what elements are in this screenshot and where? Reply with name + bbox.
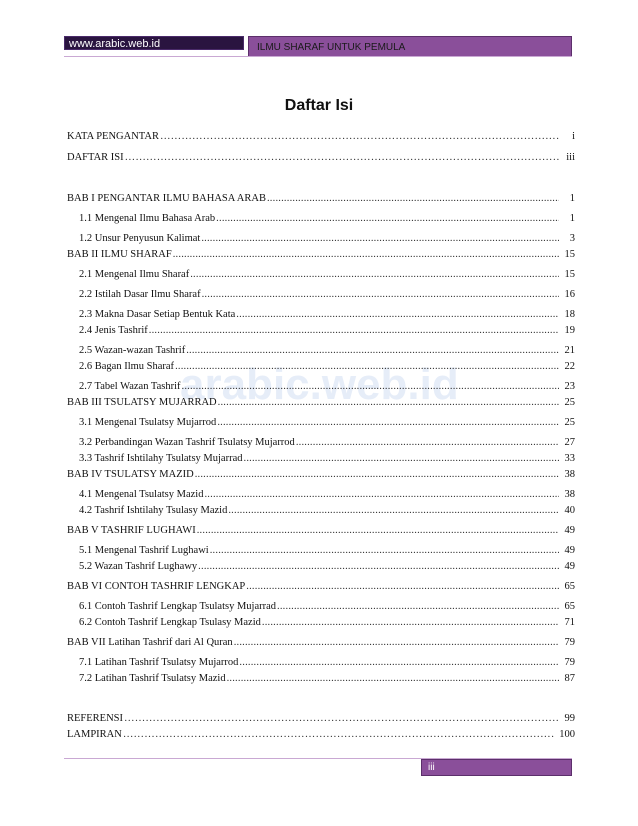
- toc-entry-label: 2.5 Wazan-wazan Tashrif: [79, 345, 186, 356]
- page-title: Daftar Isi: [284, 97, 354, 114]
- toc-leader-dots: [202, 288, 559, 302]
- toc-entry-page: 49: [564, 561, 575, 572]
- toc-entry-label: 2.1 Mengenal Ilmu Sharaf: [79, 269, 190, 280]
- toc-leader-dots: [190, 268, 559, 282]
- toc-leader-dots: [175, 360, 559, 374]
- toc-leader-dots: [149, 324, 559, 338]
- toc-entry-label: BAB II ILMU SHARAF: [67, 249, 172, 260]
- toc-entry-page: 79: [564, 657, 575, 668]
- toc-entry-page: 15: [564, 269, 575, 280]
- toc-entry: [79, 308, 575, 322]
- toc-entry: [67, 130, 575, 144]
- toc-entry-page: 38: [564, 469, 575, 480]
- toc-entry-label: 1.2 Unsur Penyusun Kalimat: [79, 233, 201, 244]
- toc-entry-label: 6.1 Contoh Tashrif Lengkap Tsulatsy Mujarrad: [79, 601, 277, 612]
- toc-entry: [79, 600, 575, 614]
- toc-entry: [79, 672, 575, 686]
- toc-entry: [67, 580, 575, 594]
- toc-entry-page: 79: [564, 637, 575, 648]
- toc-entry-page: 1: [569, 193, 575, 204]
- toc-entry: [67, 468, 575, 482]
- toc-leader-dots: [218, 396, 559, 410]
- toc-leader-dots: [195, 468, 559, 482]
- toc-entry-label: DAFTAR ISI: [67, 152, 124, 163]
- toc-leader-dots: [160, 130, 559, 144]
- footer-page-number: iii: [421, 759, 572, 776]
- toc-entry-label: REFERENSI: [67, 713, 124, 724]
- toc-entry-page: 16: [564, 289, 575, 300]
- toc-entry-label: 4.2 Tashrif Ishtilahy Tsulasy Mazid: [79, 505, 228, 516]
- toc-entry-page: iii: [566, 152, 575, 163]
- header-divider: [64, 56, 572, 57]
- toc-entry: [79, 268, 575, 282]
- book-title-banner: ILMU SHARAF UNTUK PEMULA: [248, 36, 572, 57]
- toc-entry-page: 1: [569, 213, 575, 224]
- toc-leader-dots: [204, 488, 559, 502]
- toc-entry-page: 65: [564, 581, 575, 592]
- toc-entry: [79, 232, 575, 246]
- toc-entry-label: 4.1 Mengenal Tsulatsy Mazid: [79, 489, 204, 500]
- toc-entry-page: 49: [564, 525, 575, 536]
- toc-entry: [67, 728, 575, 742]
- toc-entry: [79, 324, 575, 338]
- toc-entry-label: BAB I PENGANTAR ILMU BAHASA ARAB: [67, 193, 266, 204]
- toc-entry-page: 87: [564, 673, 575, 684]
- toc-entry-page: 27: [564, 437, 575, 448]
- toc-leader-dots: [228, 504, 559, 518]
- toc-entry-page: 65: [564, 601, 575, 612]
- toc-entry-label: LAMPIRAN: [67, 729, 122, 740]
- toc-leader-dots: [236, 308, 559, 322]
- toc-entry-label: 7.1 Latihan Tashrif Tsulatsy Mujarrod: [79, 657, 239, 668]
- toc-entry-label: 5.1 Mengenal Tashrif Lughawi: [79, 545, 209, 556]
- toc-entry-label: BAB V TASHRIF LUGHAWI: [67, 525, 196, 536]
- toc-entry-label: BAB VII Latihan Tashrif dari Al Quran: [67, 637, 233, 648]
- toc-entry: [67, 192, 575, 206]
- toc-entry-page: 3: [569, 233, 575, 244]
- toc-entry-page: 49: [564, 545, 575, 556]
- toc-entry-page: 25: [564, 397, 575, 408]
- toc-entry: [79, 212, 575, 226]
- toc-leader-dots: [125, 151, 559, 165]
- toc-entry-page: 99: [564, 713, 575, 724]
- toc-entry: [79, 360, 575, 374]
- toc-entry-label: 3.3 Tashrif Ishtilahy Tsulatsy Mujarrad: [79, 453, 243, 464]
- toc-entry-label: 2.4 Jenis Tashrif: [79, 325, 148, 336]
- toc-entry-label: 2.7 Tabel Wazan Tashrif: [79, 381, 181, 392]
- watermark-logo: arabic.web.id: [180, 360, 459, 409]
- toc-entry-page: 38: [564, 489, 575, 500]
- toc-entry: [79, 560, 575, 574]
- toc-entry-page: 100: [559, 729, 575, 740]
- toc-entry-label: 5.2 Wazan Tashrif Lughawy: [79, 561, 198, 572]
- toc-entry: [67, 396, 575, 410]
- toc-entry-page: 22: [564, 361, 575, 372]
- toc-entry-label: BAB VI CONTOH TASHRIF LENGKAP: [67, 581, 246, 592]
- toc-entry: [67, 636, 575, 650]
- toc-entry: [67, 712, 575, 726]
- toc-entry: [79, 416, 575, 430]
- toc-entry: [79, 544, 575, 558]
- toc-entry: [79, 380, 575, 394]
- toc-leader-dots: [186, 344, 559, 358]
- toc-entry-page: 18: [564, 309, 575, 320]
- toc-leader-dots: [198, 560, 559, 574]
- toc-entry: [79, 452, 575, 466]
- toc-entry: [79, 504, 575, 518]
- toc-entry-page: 71: [564, 617, 575, 628]
- toc-entry-label: BAB III TSULATSY MUJARRAD: [67, 397, 217, 408]
- toc-entry-label: BAB IV TSULATSY MAZID: [67, 469, 194, 480]
- toc-leader-dots: [239, 656, 559, 670]
- toc-entry-label: 1.1 Mengenal Ilmu Bahasa Arab: [79, 213, 216, 224]
- toc-leader-dots: [124, 712, 559, 726]
- toc-leader-dots: [262, 616, 559, 630]
- toc-entry-label: 6.2 Contoh Tashrif Lengkap Tsulasy Mazid: [79, 617, 261, 628]
- toc-entry-page: 40: [564, 505, 575, 516]
- toc-entry: [79, 288, 575, 302]
- toc-leader-dots: [244, 452, 560, 466]
- toc-entry-page: 21: [564, 345, 575, 356]
- toc-entry: [67, 248, 575, 262]
- toc-leader-dots: [201, 232, 559, 246]
- toc-entry: [67, 524, 575, 538]
- toc-leader-dots: [210, 544, 559, 558]
- toc-entry: [67, 151, 575, 165]
- toc-leader-dots: [123, 728, 555, 742]
- toc-leader-dots: [234, 636, 559, 650]
- toc-leader-dots: [277, 600, 559, 614]
- toc-entry-label: 7.2 Latihan Tashrif Tsulatsy Mazid: [79, 673, 226, 684]
- toc-entry-label: 2.6 Bagan Ilmu Sharaf: [79, 361, 175, 372]
- toc-entry: [79, 616, 575, 630]
- toc-leader-dots: [182, 380, 560, 394]
- toc-entry-page: 19: [564, 325, 575, 336]
- toc-entry-page: 23: [564, 381, 575, 392]
- toc-entry-label: 3.1 Mengenal Tsulatsy Mujarrod: [79, 417, 217, 428]
- toc-entry-label: 3.2 Perbandingan Wazan Tashrif Tsulatsy Mujarrod: [79, 437, 295, 448]
- toc-entry: [79, 436, 575, 450]
- toc-entry: [79, 488, 575, 502]
- toc-leader-dots: [267, 192, 559, 206]
- toc-leader-dots: [227, 672, 559, 686]
- toc-entry-page: 25: [564, 417, 575, 428]
- toc-leader-dots: [173, 248, 559, 262]
- toc-leader-dots: [197, 524, 559, 538]
- toc-entry-label: KATA PENGANTAR: [67, 131, 159, 142]
- toc-entry-page: i: [572, 131, 575, 142]
- toc-entry: [79, 344, 575, 358]
- toc-entry: [79, 656, 575, 670]
- toc-leader-dots: [246, 580, 559, 594]
- toc-leader-dots: [296, 436, 559, 450]
- toc-entry-page: 33: [564, 453, 575, 464]
- toc-entry-label: 2.2 Istilah Dasar Ilmu Sharaf: [79, 289, 201, 300]
- toc-entry-page: 15: [564, 249, 575, 260]
- toc-leader-dots: [217, 416, 559, 430]
- site-url: www.arabic.web.id: [64, 36, 244, 50]
- toc-entry-label: 2.3 Makna Dasar Setiap Bentuk Kata: [79, 309, 236, 320]
- toc-leader-dots: [216, 212, 559, 226]
